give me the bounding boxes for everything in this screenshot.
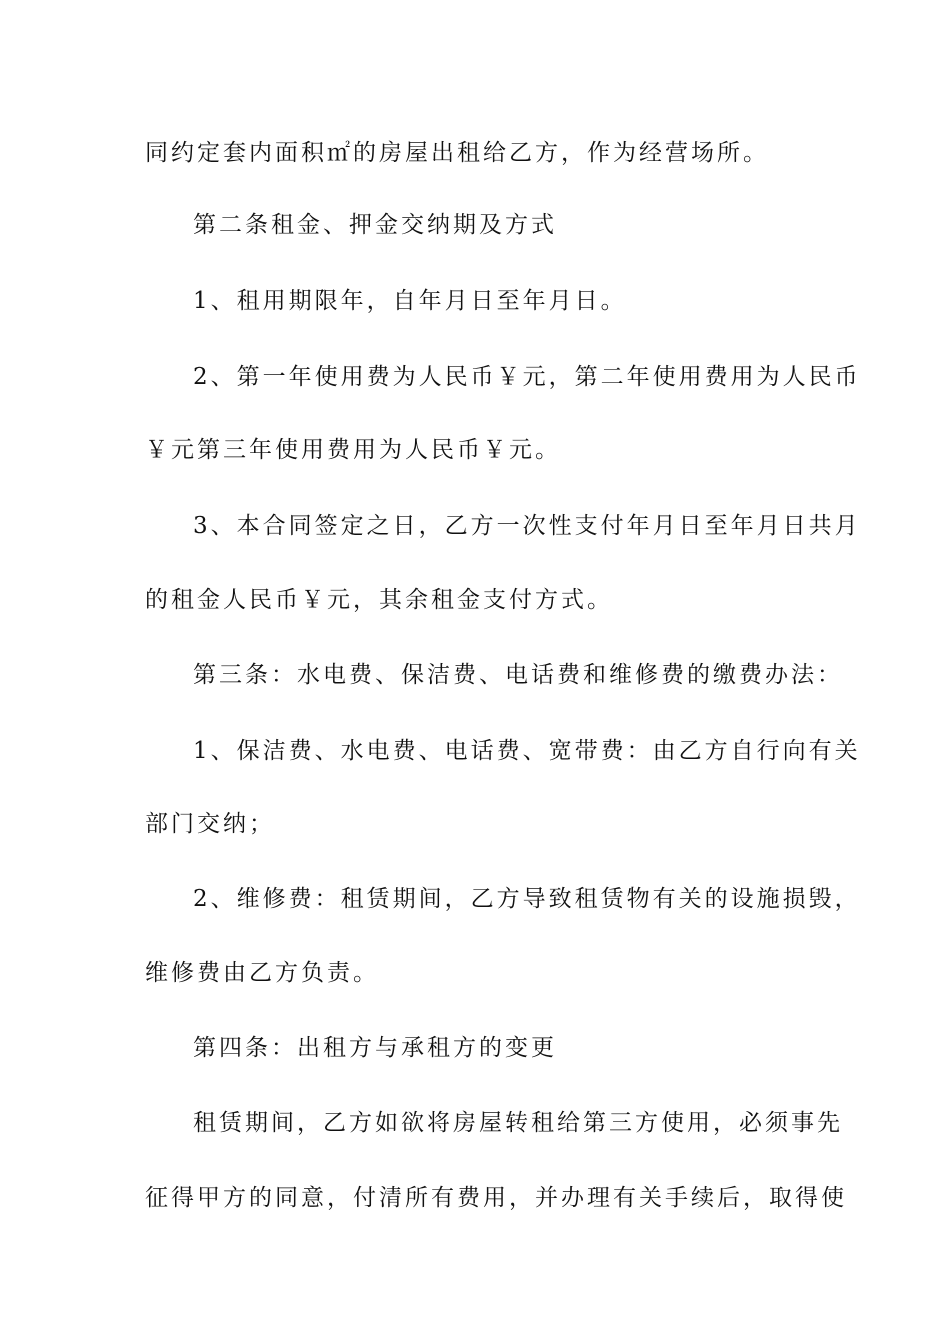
article-4-paragraph-continued: 征得甲方的同意，付清所有费用，并办理有关手续后，取得使: [145, 1185, 847, 1211]
clause-2-1: 1、租用期限年，自年月日至年月日。: [193, 288, 627, 314]
clause-2-3-continued: 的租金人民币￥元，其余租金支付方式。: [145, 587, 613, 613]
article-2-heading: 第二条租金、押金交纳期及方式: [193, 212, 557, 238]
clause-3-1-continued: 部门交纳；: [145, 811, 275, 837]
article-4-heading: 第四条：出租方与承租方的变更: [193, 1035, 557, 1061]
clause-2-2: 2、第一年使用费为人民币￥元，第二年使用费用为人民币: [193, 364, 861, 390]
clause-3-2: 2、维修费：租赁期间，乙方导致租赁物有关的设施损毁，: [193, 886, 861, 912]
clause-3-2-continued: 维修费由乙方负责。: [145, 960, 379, 986]
article-3-heading: 第三条：水电费、保洁费、电话费和维修费的缴费办法：: [193, 662, 843, 688]
clause-2-2-continued: ￥元第三年使用费用为人民币￥元。: [145, 437, 561, 463]
clause-3-1: 1、保洁费、水电费、电话费、宽带费：由乙方自行向有关: [193, 738, 861, 764]
text-line-continuation: 同约定套内面积㎡的房屋出租给乙方，作为经营场所。: [145, 140, 769, 166]
article-4-paragraph: 租赁期间，乙方如欲将房屋转租给第三方使用，必须事先: [193, 1110, 843, 1136]
clause-2-3: 3、本合同签定之日，乙方一次性支付年月日至年月日共月: [193, 513, 861, 539]
